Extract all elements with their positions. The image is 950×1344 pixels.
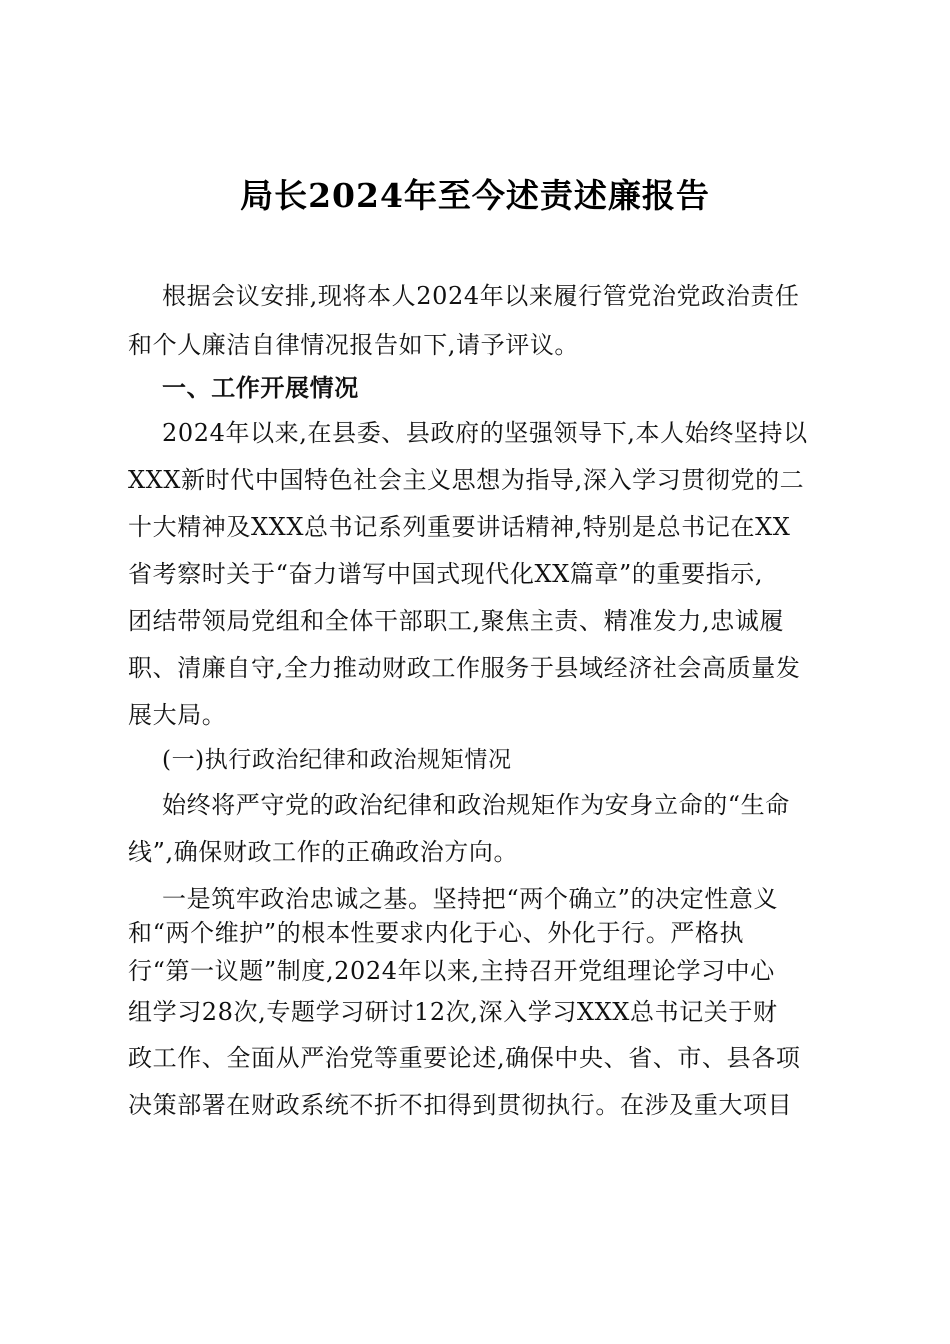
paragraph-line: 和个人廉洁自律情况报告如下,请予评议。 [128, 331, 580, 359]
paragraph-line: 线”,确保财政工作的正确政治方向。 [128, 838, 519, 866]
paragraph-line: 2024年以来,在县委、县政府的坚强领导下,本人始终坚持以 [162, 419, 808, 447]
paragraph-line: 省考察时关于“奋力谱写中国式现代化XX篇章”的重要指示, [128, 560, 764, 588]
document-title: 局长2024年至今述责述廉报告 [240, 176, 710, 215]
paragraph-line: 始终将严守党的政治纪律和政治规矩作为安身立命的“生命 [162, 791, 790, 819]
paragraph-line: 根据会议安排,现将本人2024年以来履行管党治党政治责任 [162, 282, 800, 310]
paragraph-line: 十大精神及XXX总书记系列重要讲话精神,特别是总书记在XX [128, 513, 791, 541]
paragraph-line: 政工作、全面从严治党等重要论述,确保中央、省、市、县各项 [128, 1044, 801, 1072]
paragraph-line: 展大局。 [128, 701, 227, 729]
paragraph-line: 行“第一议题”制度,2024年以来,主持召开党组理论学习中心 [128, 957, 775, 985]
paragraph-line: 和“两个维护”的根本性要求内化于心、外化于行。严格执 [128, 919, 745, 947]
paragraph-line: 一是筑牢政治忠诚之基。坚持把“两个确立”的决定性意义 [162, 885, 779, 913]
paragraph-line: XXX新时代中国特色社会主义思想为指导,深入学习贯彻党的二 [128, 466, 805, 494]
paragraph-line: 职、清廉自守,全力推动财政工作服务于县域经济社会高质量发 [128, 654, 801, 682]
paragraph-line: 团结带领局党组和全体干部职工,聚焦主责、精准发力,忠诚履 [128, 607, 785, 635]
paragraph-line: 决策部署在财政系统不折不扣得到贯彻执行。在涉及重大项目 [128, 1091, 793, 1119]
subsection-heading: (一)执行政治纪律和政治规矩情况 [162, 747, 512, 773]
paragraph-line: 组学习28次,专题学习研讨12次,深入学习XXX总书记关于财 [128, 998, 778, 1026]
section-heading: 一、工作开展情况 [162, 374, 359, 402]
